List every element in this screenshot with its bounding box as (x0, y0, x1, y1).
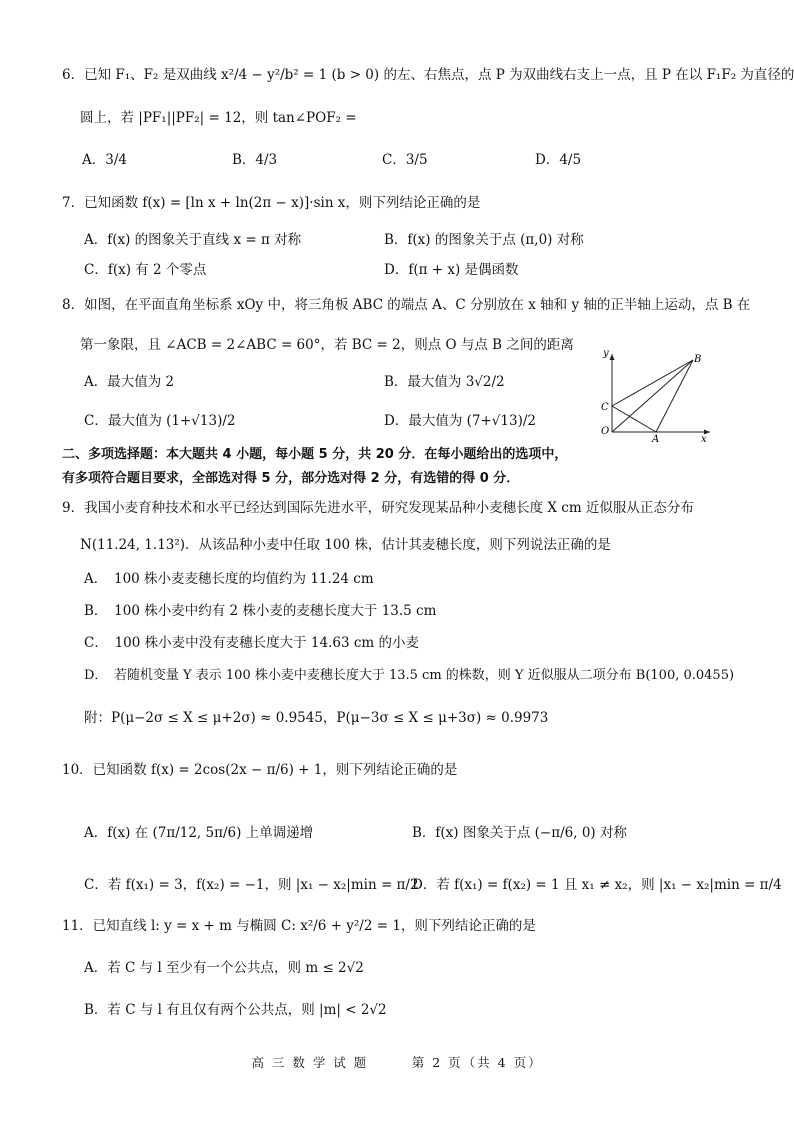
q9-line1: 9．我国小麦育种技术和水平已经达到国际先进水平，研究发现某品种小麦穗长度 X cm 近似服从正态分布 (62, 500, 694, 516)
q6-option-b: B．4/3 (232, 152, 278, 168)
q6-option-d: D．4/5 (535, 152, 582, 168)
section2-heading-line1: 二、多项选择题：本大题共 4 小题，每小题 5 分，共 20 分．在每小题给出的选项中， (62, 447, 568, 462)
q7-option-a: A．f(x) 的图象关于直线 x = π 对称 (84, 232, 302, 248)
q9-note: 附：P(μ−2σ ≤ X ≤ μ+2σ) ≈ 0.9545，P(μ−3σ ≤ X ≤ μ+3σ) ≈ 0.9973 (84, 710, 549, 726)
q8-triangle-figure (598, 346, 718, 446)
segment-ac (612, 406, 656, 432)
q10-option-c: C．若 f(x₁) = 3，f(x₂) = −1，则 |x₁ − x₂|min = π/2 (84, 877, 419, 893)
q9-option-d: D． 若随机变量 Y 表示 100 株小麦中麦穗长度大于 13.5 cm 的株数，则 Y 近似服从二项分布 B(100, 0.0455) (84, 668, 735, 683)
label-y: y (603, 348, 609, 359)
q7-line1: 7．已知函数 f(x) = [ln x + ln(2π − x)]·sin x，则下列结论正确的是 (62, 195, 481, 211)
q8-option-a: A．最大值为 2 (84, 374, 175, 390)
q10-option-a: A．f(x) 在 (7π/12, 5π/6) 上单调递增 (84, 825, 314, 841)
q6-line2: 圆上，若 |PF₁||PF₂| = 12，则 tan∠POF₂ = (80, 110, 357, 126)
label-x: x (701, 434, 707, 445)
q7-option-b: B．f(x) 的图象关于点 (π,0) 对称 (384, 232, 584, 248)
q10-option-b: B．f(x) 图象关于点 (−π/6, 0) 对称 (412, 825, 627, 841)
q6-line1: 6．已知 F₁、F₂ 是双曲线 x²/4 − y²/b² = 1 (b > 0) 的左、右焦点，点 P 为双曲线右支上一点，且 P 在以 F₁F₂ 为直径的 (62, 67, 794, 83)
q11-option-b: B．若 C 与 l 有且仅有两个公共点，则 |m| < 2√2 (84, 1002, 387, 1018)
label-a: A (652, 434, 660, 445)
q8-line2: 第一象限，且 ∠ACB = 2∠ABC = 60°，若 BC = 2，则点 O 与点 B 之间的距离 (80, 337, 574, 353)
label-o: O (601, 426, 610, 437)
q6-option-c: C．3/5 (382, 152, 428, 168)
section2-heading-line2: 有多项符合题目要求，全部选对得 5 分，部分选对得 2 分，有选错的得 0 分． (62, 471, 520, 486)
label-c: C (601, 402, 609, 413)
label-b: B (694, 354, 702, 365)
q8-option-c: C．最大值为 (1+√13)/2 (84, 413, 236, 429)
q9-option-a: A． 100 株小麦麦穗长度的均值约为 11.24 cm (84, 571, 374, 587)
q11-option-a: A．若 C 与 l 至少有一个公共点，则 m ≤ 2√2 (84, 960, 364, 976)
q9-line2: N(11.24, 1.13²)．从该品种小麦中任取 100 株，估计其麦穗长度，则下列说法正确的是 (80, 537, 611, 553)
q8-option-b: B．最大值为 3√2/2 (384, 374, 505, 390)
q7-option-d: D．f(π + x) 是偶函数 (384, 262, 519, 278)
q6-option-a: A．3/4 (82, 152, 127, 168)
q8-line1: 8．如图，在平面直角坐标系 xOy 中，将三角板 ABC 的端点 A、C 分别放在 x 轴和 y 轴的正半轴上运动，点 B 在 (62, 297, 751, 313)
segment-ob (612, 360, 693, 432)
q10-option-d: D．若 f(x₁) = f(x₂) = 1 且 x₁ ≠ x₂，则 |x₁ − x₂|min = π/4 (412, 877, 782, 893)
q11-line1: 11．已知直线 l: y = x + m 与椭圆 C: x²/6 + y²/2 = 1，则下列结论正确的是 (62, 918, 536, 934)
q9-option-c: C． 100 株小麦中没有麦穗长度大于 14.63 cm 的小麦 (84, 635, 420, 651)
q10-line1: 10．已知函数 f(x) = 2cos(2x − π/6) + 1，则下列结论正确的是 (62, 762, 458, 778)
page-footer: 高 三 数 学 试 题 第 2 页（共 4 页） (251, 1055, 543, 1070)
q9-option-b: B． 100 株小麦中约有 2 株小麦的麦穗长度大于 13.5 cm (84, 603, 437, 619)
q7-option-c: C．f(x) 有 2 个零点 (84, 262, 207, 278)
y-axis-arrow (610, 354, 615, 360)
q8-option-d: D．最大值为 (7+√13)/2 (384, 413, 536, 429)
